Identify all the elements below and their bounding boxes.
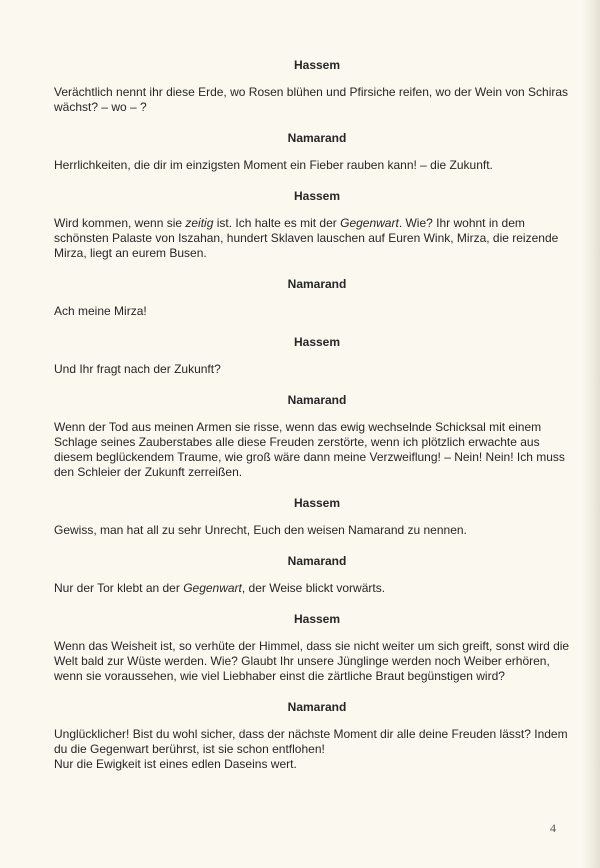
text-segment: Herrlichkeiten, die dir im einzigsten Moment ein Fieber rauben kann! – die Zukunft. — [54, 158, 493, 172]
dialogue-line — [54, 362, 574, 377]
text-segment: Wird kommen, wenn sie — [54, 216, 186, 230]
emphasized-text: Gegenwart — [183, 581, 242, 595]
text-segment: ist. Ich halte es mit der — [213, 216, 341, 230]
dialogue-line — [54, 727, 574, 772]
text-segment: . Wie? Ihr wohnt in dem schönsten Palaste von Iszahan, hundert Sklaven lauschen auf Euren Wink, Mirza, die reizende Mirza, liegt an eurem Busen. — [54, 216, 559, 260]
text-segment: Nur der Tor klebt an der — [54, 581, 184, 595]
speaker-name: Namarand — [287, 393, 347, 407]
text-segment: Und Ihr fragt nach der Zukunft? — [54, 362, 221, 376]
text-segment: Verächtlich nennt ihr diese Erde, wo Rosen blühen und Pfirsiche reifen, wo der Wein von Schiras wächst? – wo – ? — [54, 85, 569, 114]
play-text — [54, 58, 574, 788]
speaker-name: Namarand — [287, 277, 347, 291]
emphasized-text: zeitig — [185, 216, 214, 230]
dialogue-line — [54, 216, 574, 261]
speaker-name: Namarand — [287, 131, 347, 145]
text-segment: Ach meine Mirza! — [54, 304, 147, 318]
dialogue-line — [54, 85, 574, 115]
text-segment: Gewiss, man hat all zu sehr Unrecht, Euch den weisen Namarand zu nennen. — [54, 523, 467, 537]
text-segment: Unglücklicher! Bist du wohl sicher, dass der nächste Moment dir alle deine Freuden lässt? Indem du die Gegenwart berührst, ist sie schon entflohen! — [54, 727, 568, 756]
dialogue-line — [54, 581, 574, 596]
text-segment: Wenn der Tod aus meinen Armen sie risse, wenn das ewig wechselnde Schicksal mit einem Schlage seines Zauberstabes alle diese Freuden zerstörte, wenn ich plötzlich erwachte aus diesem beglückendem Traume, wie groß wäre dann meine Verzweiflung! – Nein! Nein! Ich muss den Schleier der Zukunft zerreißen. — [54, 420, 565, 479]
speaker-name: Hassem — [293, 496, 341, 510]
speaker-name: Hassem — [293, 58, 341, 72]
text-segment: Nur die Ewigkeit ist eines edlen Daseins wert. — [54, 757, 297, 771]
speaker-name: Namarand — [287, 554, 347, 568]
speaker-name: Hassem — [293, 612, 341, 626]
dialogue-line — [54, 523, 574, 538]
text-segment: , der Weise blickt vorwärts. — [241, 581, 386, 595]
page-number: 4 — [550, 821, 556, 835]
page-edge-shadow — [582, 0, 600, 868]
text-segment: Wenn das Weisheit ist, so verhüte der Himmel, dass sie nicht weiter um sich greift, sonst wird die Welt bald zur Wüste werden. Wie? Glaubt Ihr unsere Jünglinge werden noch Weiber erhören, wenn sie voraussehen, wie viel Liebhaber einst die zärtliche Braut begünstigen wird? — [54, 639, 570, 683]
dialogue-line — [54, 304, 574, 319]
speaker-name: Hassem — [293, 335, 341, 349]
speaker-name: Namarand — [287, 700, 347, 714]
dialogue-line — [54, 158, 574, 173]
emphasized-text: Gegenwart — [340, 216, 399, 230]
dialogue-line — [54, 639, 574, 684]
speaker-name: Hassem — [293, 189, 341, 203]
dialogue-line — [54, 420, 574, 480]
